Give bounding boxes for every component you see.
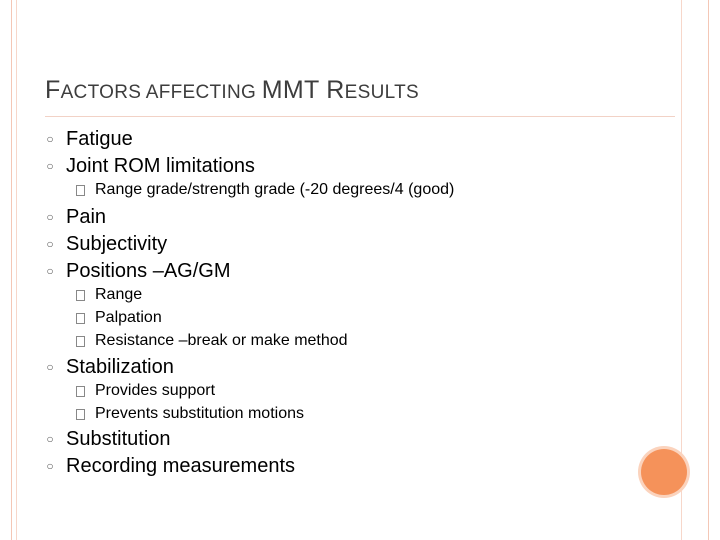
title-part: ACTORS AFFECTING <box>60 82 262 103</box>
sub-bullet-prevents-substitution: Prevents substitution motions <box>95 405 304 422</box>
ring-bullet-icon: ○ <box>46 159 54 173</box>
bullet-substitution: Substitution <box>66 428 171 450</box>
title-divider <box>45 116 675 117</box>
ring-bullet-icon: ○ <box>46 432 54 446</box>
title-part: ESULTS <box>344 82 419 103</box>
square-bullet-icon <box>76 180 88 192</box>
square-bullet-icon <box>76 381 88 393</box>
bullet-fatigue: Fatigue <box>66 128 133 150</box>
ring-bullet-icon: ○ <box>46 459 54 473</box>
bullet-recording: Recording measurements <box>66 455 295 477</box>
sub-bullet-range-grade: Range grade/strength grade (-20 degrees/4 (good) <box>95 181 455 198</box>
square-bullet-icon <box>76 285 88 297</box>
slide-title <box>45 76 419 105</box>
square-bullet-icon <box>76 308 88 320</box>
accent-circle <box>641 449 687 495</box>
bullet-positions: Positions –AG/GM <box>66 260 231 282</box>
ring-bullet-icon: ○ <box>46 132 54 146</box>
sub-bullet-range: Range <box>95 286 143 303</box>
sub-bullet-resistance: Resistance –break or make method <box>95 332 348 349</box>
bullet-pain: Pain <box>66 206 107 228</box>
bullet-stabilization: Stabilization <box>66 356 174 378</box>
square-bullet-icon <box>76 331 88 343</box>
bullet-joint-rom: Joint ROM limitations <box>66 155 255 177</box>
title-part: F <box>45 76 61 104</box>
sub-bullet-palpation: Palpation <box>95 309 162 326</box>
ring-bullet-icon: ○ <box>46 360 54 374</box>
sub-bullet-provides-support: Provides support <box>95 382 216 399</box>
square-bullet-icon <box>76 404 88 416</box>
title-part: MMT R <box>261 76 345 104</box>
ring-bullet-icon: ○ <box>46 210 54 224</box>
ring-bullet-icon: ○ <box>46 237 54 251</box>
ring-bullet-icon: ○ <box>46 264 54 278</box>
bullet-subjectivity: Subjectivity <box>66 233 168 255</box>
